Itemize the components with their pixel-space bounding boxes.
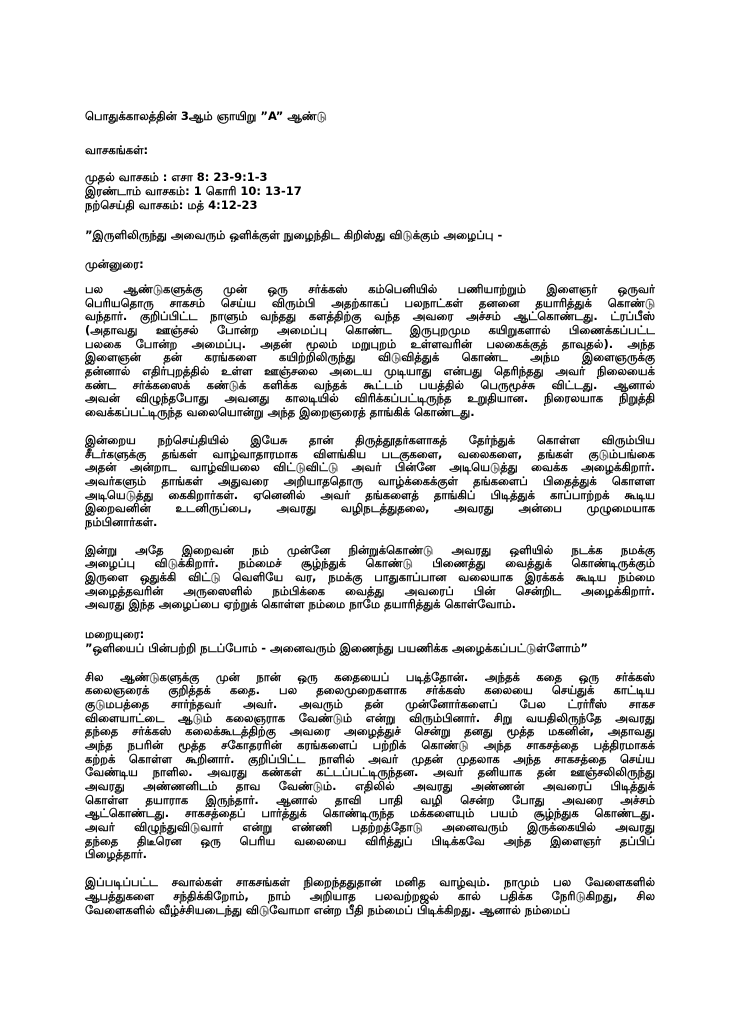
paragraph-line: சில ஆண்டுகளுக்கு முன் நான் ஒரு கதையைப் படித்தோன். அந்தக் கதை ஒரு சர்க்கஸ் bbox=[85, 670, 655, 684]
paragraph-line: நம்பினார்கள். bbox=[85, 515, 158, 529]
paragraph bbox=[85, 876, 655, 917]
document-page bbox=[85, 110, 655, 917]
paragraph-line: குடுமபத்தை சார்ந்தவர் அவர். அவரும் தன் முன்னோர்களைப் பேல ட்ரர்ரீஸ் சாகச bbox=[85, 697, 655, 711]
paragraph-line: தந்தை திடீரென ஒரு பெரிய வலையை விரித்துப் பிடிக்கவே அந்த இளைஞர் தப்பிப் bbox=[85, 834, 655, 848]
paragraph-line: அவர் விழுந்துவிடுவார் என்று எண்ணி பதற்றத்தோடு அனைவரும் இருக்கையில் அவரது bbox=[85, 821, 655, 835]
paragraph bbox=[85, 671, 655, 863]
paragraph-line: அடியெடுத்து கைகிறார்கள். ஏனெனில் அவர் தங்களைத் தாங்கிப் பிடித்துக் காப்பாற்றக் கூடிய bbox=[85, 488, 655, 502]
intro-heading: முன்னுரை: bbox=[85, 258, 144, 272]
paragraph-line: கண்ட சர்க்கஸைக் கண்டுக் களிக்க வந்தக் கூட்டம் பயத்தில் பெருமூச்சு விட்டது. ஆனால் bbox=[85, 378, 655, 392]
paragraph-line: பெரியதொரு சாகசம் செய்ய விரும்பி அதற்காகப் பலநாட்கள் தனனை தயாரித்துக் கொண்டு bbox=[85, 296, 655, 310]
paragraph-line: அவரது அண்ணனிடம் தாவ வேண்டும். எதிலில் அவரது அண்ணன் அவரைப் பிடித்துக் bbox=[85, 780, 655, 793]
paragraph-line: தன்னால் எதிர்புறத்தில் உள்ள ஊஞ்சலை அடைய முடியாது என்பது தெரிந்தது அவர் நிலையைக் bbox=[85, 365, 655, 379]
readings-list bbox=[85, 171, 655, 212]
paragraph bbox=[85, 544, 655, 612]
second-reading: இரண்டாம் வாசகம்: 1 கொரி 10: 13-17 bbox=[85, 185, 302, 199]
paragraph-line: அவன் விழுந்தபோது அவனது காலடியில் விரிக்கப்பட்டிருந்த உறுதியான. நிரைலயாக நிறுத்தி bbox=[85, 392, 655, 406]
paragraph-line: அழைப்பு விடுக்கிறார். நம்மைச் சூழ்ந்துக் கொண்டு பிணைத்து வைத்துக் கொண்டிருக்கும் bbox=[85, 557, 655, 571]
paragraph-line: அழைத்தவரின் அருஸைளில் நம்பிக்கை வைத்து அவரைப் பின் சென்றிட அழைக்கிறார். bbox=[85, 584, 655, 598]
paragraph-line: வைக்கப்பட்டிருந்த வலையொன்று அந்த இறைஞரைத் தாங்கிக் கொண்டது. bbox=[85, 406, 475, 420]
paragraph-line: ஆபத்துகளை சந்திக்கிறோம், நாம் அறியாத பலவற்றஜல் கால் பதிக்க நேரிடுகிறது, சில bbox=[85, 889, 655, 903]
paragraph-line: (அதாவது ஊஞ்சல் போன்ற அமைப்பு கொண்ட இருபுறமும கயிறுகளால் பிணைக்கப்பட்ட bbox=[85, 323, 655, 337]
paragraph bbox=[85, 434, 655, 530]
theme-title: ”இருளிலிருந்து அவைரும் ஒளிக்குள் நுழைந்திட கிறிஸ்து விடுக்கும் அழைப்பு - bbox=[85, 228, 503, 242]
paragraph-line: அந்த நபரின் மூத்த சகோதரரின் கரங்களைப் பற்றிக் கொண்டு அந்த சாகசத்தை பத்திரமாகக் bbox=[85, 738, 655, 752]
paragraph-line: வேளைகளில் வீழ்ச்சியடைந்து விடுவோமா என்ற பீதி நம்மைப் பிடிக்கிறது. ஆனால் நம்மைப் bbox=[85, 903, 571, 917]
paragraph-line: பிழைத்தார். bbox=[85, 848, 147, 862]
paragraph-line: வேண்டிய நாளில. அவரது கண்கள் கட்டப்பட்டிருந்தன. அவர் தனியாக தன் ஊஞ்சலிலிருந்து bbox=[85, 766, 655, 780]
paragraph-line: வந்தார். குறிப்பிட்ட நாளும் வந்தது களத்திற்கு வந்த அவரை அச்சம் ஆட்கொண்டது. ட்ரப்பீஸ் bbox=[85, 310, 655, 324]
intro-section bbox=[85, 283, 655, 612]
paragraph-line: இன்றைய நற்செய்தியில் இயேசு தான் திருத்தூதர்களாகத் தேர்ந்துக் கொள்ள விரும்பிய bbox=[85, 433, 655, 447]
paragraph-line: இன்று அதே இறைவன் நம் முன்னே நின்றுக்கொண்டு அவரது ஒளியில் நடக்க நமக்கு bbox=[85, 543, 655, 557]
homily-heading: மறையுரை: bbox=[85, 628, 145, 642]
paragraph-line: இப்படிப்பட்ட சவால்கள் சாகசங்கள் நிறைந்ததுதான் மனித வாழ்வும். நாமும் பல வேளைகளில் bbox=[85, 876, 655, 890]
gospel-reading: நற்செய்தி வாசகம்: மத் 4:12-23 bbox=[85, 198, 258, 212]
homily-section bbox=[85, 671, 655, 918]
paragraph-line: பல ஆண்டுகளுக்கு முன் ஒரு சர்க்கஸ் கம்பெனியில் பணியாற்றும் இளைஞர் ஒருவர் bbox=[85, 282, 655, 296]
paragraph-line: பலகை போன்ற அமைப்பு. அதன் மூலம் மறுபுறம் உள்ளவரின் பலகைக்குத் தாவுதல்). அந்த bbox=[85, 337, 655, 351]
paragraph-line: இளைஞன் தன் கரங்களை கயிற்றிலிருந்து விடுவித்துக் கொண்ட அந்ம இளைஞருக்கு bbox=[85, 351, 655, 365]
paragraph-line: இறைவனின் உடனிருப்பை, அவரது வழிநடத்துதலை, அவரது அன்பை முழுமையாக bbox=[85, 502, 655, 516]
paragraph-line: கற்றக் கொள்ள கூறினார். குறிப்பிட்ட நாளில் அவர் முதன் முதலாக அந்த சாகசத்தை செய்ய bbox=[85, 752, 655, 766]
paragraph-line: அதன் அன்றாட வாழ்வியலை விட்டுவிட்டு அவர் பின்னே அடியெடுத்து வைக்க அழைக்கிறார். bbox=[85, 461, 655, 475]
readings-heading: வாசகங்கள்: bbox=[85, 143, 149, 157]
paragraph-line: கொள்ள தயாராக இருந்தார். ஆனால் தாவி பாதி வழி சென்ற போது அவரை அச்சம் bbox=[85, 793, 655, 807]
paragraph-line: அவர்களும் தாங்கள் அதுவரை அறியாததொரு வாழ்க்கைக்குள் தங்களைப் பிதைத்துக் கொளள bbox=[85, 474, 655, 488]
paragraph-line: கலைஞரைக் குறித்தக் கதை. பல தலைமுறைகளாக சர்க்கஸ் கலையை செய்துக் காட்டிய bbox=[85, 684, 655, 698]
header-title: பொதுக்காலத்தின் 3ஆம் ஞாயிறு ”A” ஆண்டு bbox=[85, 110, 327, 123]
first-reading: முதல் வாசகம் : எசா 8: 23-9:1-3 bbox=[85, 171, 268, 185]
paragraph-line: அவரது இந்த அழைப்பை ஏற்றுக் கொள்ள நம்மை நாமே தயாரித்துக் கொள்வோம். bbox=[85, 598, 517, 612]
paragraph-line: விளையாட்டை ஆடும் கலைஞராக வேண்டும் என்று விரும்பினார். சிறு வயதிலிருந்தே அவரது bbox=[85, 711, 655, 725]
paragraph-line: சீடர்களுக்கு தங்கள் வாழ்வாதாரமாக விளங்கிய படகுகளை, வலைகளை, தங்கள் குடும்பங்கை bbox=[85, 447, 655, 461]
paragraph-line: தந்தை சர்க்கஸ் கலைக்கூடத்திற்கு அவரை அழைத்துச் சென்று தனது மூத்த மகனின், அதாவது bbox=[85, 725, 655, 739]
paragraph-line: ஆட்கொண்டது. சாகசத்தைப் பார்த்துக் கொண்டிருந்த மக்களையும் பயம் சூழ்ந்துக கொண்டது. bbox=[85, 807, 655, 821]
paragraph bbox=[85, 283, 655, 420]
paragraph-line: இருளை ஒதுக்கி விட்டு வெளியே வர, நமக்கு பாதுகாப்பான வலையாக இரக்கக் கூடிய நம்மை bbox=[85, 571, 655, 585]
homily-theme: ”ஒளியைப் பின்பற்றி நடப்போம் - அனைவரும் இணைந்து பயணிக்க அழைக்கப்பட்டுள்ளோம்” bbox=[85, 641, 588, 655]
